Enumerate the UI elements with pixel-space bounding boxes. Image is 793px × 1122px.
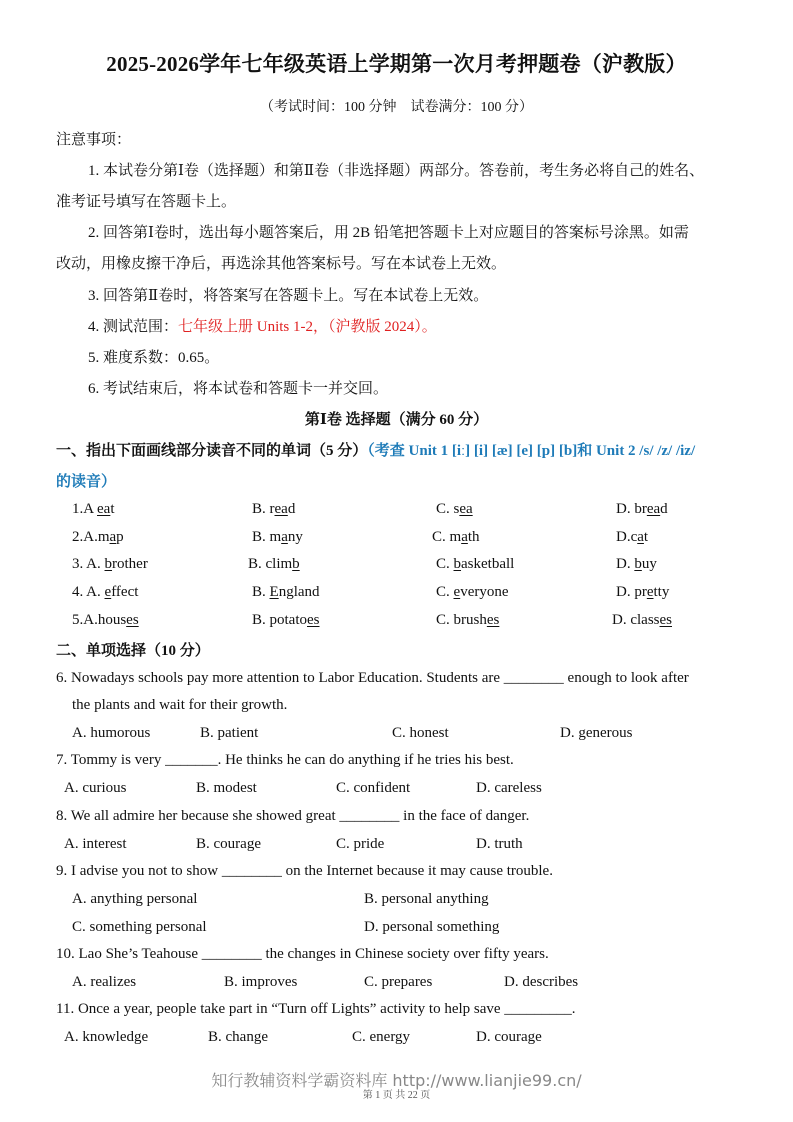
option-text: B. m xyxy=(252,529,282,545)
q5-option-c xyxy=(436,612,499,629)
section-1-hint: （考查 Unit 1 [iː] [i] [æ] [e] [p] [b]和 Unit 2 /s/ /z/ /iz/ xyxy=(367,443,696,459)
option-text: 3. A. xyxy=(72,556,105,572)
underlined-segment: b xyxy=(292,556,300,572)
option-text: 1.A xyxy=(72,501,98,517)
option-text: B. potato xyxy=(252,612,307,628)
q7-option-d: D. careless xyxy=(476,780,542,796)
q10-option-c: C. prepares xyxy=(364,974,433,990)
option-text: D. br xyxy=(616,501,647,517)
q8-option-c: C. pride xyxy=(336,836,385,852)
note-1-line-2: 准考证号填写在答题卡上。 xyxy=(56,194,237,210)
option-text: p xyxy=(116,529,124,545)
underlined-segment: ea xyxy=(274,501,288,517)
page-number: 第 1 页 共 22 页 xyxy=(362,1090,431,1101)
underlined-segment: es xyxy=(659,612,672,628)
underlined-segment: b xyxy=(104,556,113,572)
q9-option-b: B. personal anything xyxy=(364,891,489,907)
underlined-segment: a xyxy=(461,529,468,545)
option-text: 4. A. xyxy=(72,584,105,600)
q7-option-b: B. modest xyxy=(196,780,257,796)
q1-option-c xyxy=(436,501,473,518)
q11-option-a: A. knowledge xyxy=(64,1029,149,1045)
q7-option-c: C. confident xyxy=(336,780,411,796)
underlined-segment: E xyxy=(269,584,279,600)
q6-option-a: A. humorous xyxy=(72,725,151,741)
option-text: B. xyxy=(252,584,270,600)
q5-option-d xyxy=(612,612,672,629)
underlined-segment: a xyxy=(281,529,288,545)
option-text: t xyxy=(110,501,115,517)
option-text: B. r xyxy=(252,501,275,517)
option-text: D. class xyxy=(612,612,660,628)
q10-option-a: A. realizes xyxy=(72,974,137,990)
q5-option-b xyxy=(252,612,320,629)
question-8: 8. We all admire her because she showed great ________ in the face of danger. xyxy=(56,808,530,824)
note-3: 3. 回答第Ⅱ卷时，将答案写在答题卡上。写在本试卷上无效。 xyxy=(88,288,489,304)
q8-option-b: B. courage xyxy=(196,836,261,852)
q3-option-b xyxy=(248,556,300,573)
underlined-segment: ea xyxy=(646,501,661,517)
underlined-segment: ea xyxy=(459,501,473,517)
q8-option-a: A. interest xyxy=(64,836,127,852)
underlined-segment: e xyxy=(453,584,461,600)
note-4-scope: 七年级上册 Units 1-2，（沪教版 2024）。 xyxy=(178,319,437,335)
option-text: ngland xyxy=(278,584,320,600)
q8-option-d: D. truth xyxy=(476,836,523,852)
note-4 xyxy=(88,315,437,336)
q11-option-d: D. courage xyxy=(476,1029,542,1045)
section-1-heading xyxy=(56,439,695,460)
option-text: tty xyxy=(653,584,670,600)
q2-option-c xyxy=(432,529,480,546)
q9-option-c: C. something personal xyxy=(72,919,207,935)
q6-option-c: C. honest xyxy=(392,725,449,741)
q1-option-b xyxy=(252,501,295,518)
underlined-segment: a xyxy=(109,529,117,545)
part-1-title: 第Ⅰ卷 选择题（满分 60 分） xyxy=(304,412,489,428)
q6-option-d: D. generous xyxy=(560,725,633,741)
q4-option-d xyxy=(616,584,669,601)
option-text: D. pr xyxy=(616,584,647,600)
underlined-segment: ea xyxy=(97,501,111,517)
q4-option-c xyxy=(436,584,509,601)
option-text: C. brush xyxy=(436,612,487,628)
q10-option-b: B. improves xyxy=(224,974,298,990)
underlined-segment: es xyxy=(307,612,320,628)
q4-option-b xyxy=(252,584,320,601)
option-text: 2.A.m xyxy=(72,529,110,545)
q3-option-d xyxy=(616,556,657,573)
option-text: C. m xyxy=(432,529,462,545)
note-2-line-1: 2. 回答第Ⅰ卷时，选出每小题答案后，用 2B 铅笔把答题卡上对应题目的答案标号涂黑。如需 xyxy=(88,225,689,241)
option-text: B. clim xyxy=(248,556,293,572)
option-text: ny xyxy=(287,529,303,545)
watermark: 知行教辅资料学霸资料库 http://www.lianjie99.cn/ xyxy=(211,1071,582,1090)
notes-heading: 注意事项： xyxy=(56,132,132,148)
question-11: 11. Once a year, people take part in “Turn off Lights” activity to help save _________. xyxy=(56,1001,576,1017)
question-10: 10. Lao She’s Teahouse ________ the changes in Chinese society over fifty years. xyxy=(56,946,549,962)
q2-option-b xyxy=(252,529,303,546)
question-6-line-2: the plants and wait for their growth. xyxy=(72,697,288,713)
q9-option-a: A. anything personal xyxy=(72,891,198,907)
exam-info: （考试时间：100 分钟 试卷满分：100 分） xyxy=(260,100,533,115)
option-text: t xyxy=(643,529,649,545)
option-text: d xyxy=(660,501,668,517)
q11-option-b: B. change xyxy=(208,1029,268,1045)
underlined-segment: es xyxy=(126,612,139,628)
option-text: ffect xyxy=(111,584,139,600)
q10-option-d: D. describes xyxy=(504,974,579,990)
section-1-hint-cont: 的读音） xyxy=(56,474,117,490)
underlined-segment: es xyxy=(486,612,500,628)
underlined-segment: b xyxy=(634,556,642,572)
q6-option-b: B. patient xyxy=(200,725,259,741)
q7-option-a: A. curious xyxy=(64,780,127,796)
option-text: uy xyxy=(641,556,657,572)
q2-option-d xyxy=(616,529,648,546)
q3-option-c xyxy=(436,556,514,573)
q2-option-a xyxy=(72,529,124,546)
note-5: 5. 难度系数：0.65。 xyxy=(88,350,220,366)
underlined-segment: a xyxy=(637,529,644,545)
option-text: C. s xyxy=(436,501,460,517)
option-text: veryone xyxy=(460,584,509,600)
section-1-title: 一、指出下面画线部分读音不同的单词（5 分） xyxy=(56,443,368,459)
q5-option-a xyxy=(72,612,139,629)
q1-option-d xyxy=(616,501,668,518)
option-text: asketball xyxy=(461,556,515,572)
note-1-line-1: 1. 本试卷分第Ⅰ卷（选择题）和第Ⅱ卷（非选择题）两部分。答卷前，考生务必将自己的姓名、 xyxy=(88,163,705,179)
question-7: 7. Tommy is very _______. He thinks he can do anything if he tries his best. xyxy=(56,752,514,768)
q11-option-c: C. energy xyxy=(352,1029,411,1045)
question-9: 9. I advise you not to show ________ on the Internet because it may cause trouble. xyxy=(56,863,553,879)
note-2-line-2: 改动，用橡皮擦干净后，再选涂其他答案标号。写在本试卷上无效。 xyxy=(56,256,507,272)
underlined-segment: e xyxy=(646,584,654,600)
option-text: C. xyxy=(436,584,454,600)
option-text: C. xyxy=(436,556,454,572)
option-text: rother xyxy=(112,556,148,572)
option-text: D.c xyxy=(616,529,638,545)
option-text: D. xyxy=(616,556,635,572)
page-title: 2025-2026学年七年级英语上学期第一次月考押题卷（沪教版） xyxy=(106,52,687,76)
underlined-segment: b xyxy=(453,556,462,572)
section-2-heading: 二、单项选择（10 分） xyxy=(56,643,210,659)
q3-option-a xyxy=(72,556,148,573)
q9-option-d: D. personal something xyxy=(364,919,500,935)
q4-option-a xyxy=(72,584,138,601)
note-6: 6. 考试结束后，将本试卷和答题卡一并交回。 xyxy=(88,381,389,397)
option-text: th xyxy=(467,529,480,545)
question-6-line-1: 6. Nowadays schools pay more attention to Labor Education. Students are ________ enough to look after xyxy=(56,670,689,686)
option-text: d xyxy=(287,501,296,517)
option-text: 5.A.hous xyxy=(72,612,127,628)
q1-option-a xyxy=(72,501,115,518)
note-4-label: 4. 测试范围： xyxy=(88,319,179,335)
underlined-segment: e xyxy=(104,584,112,600)
